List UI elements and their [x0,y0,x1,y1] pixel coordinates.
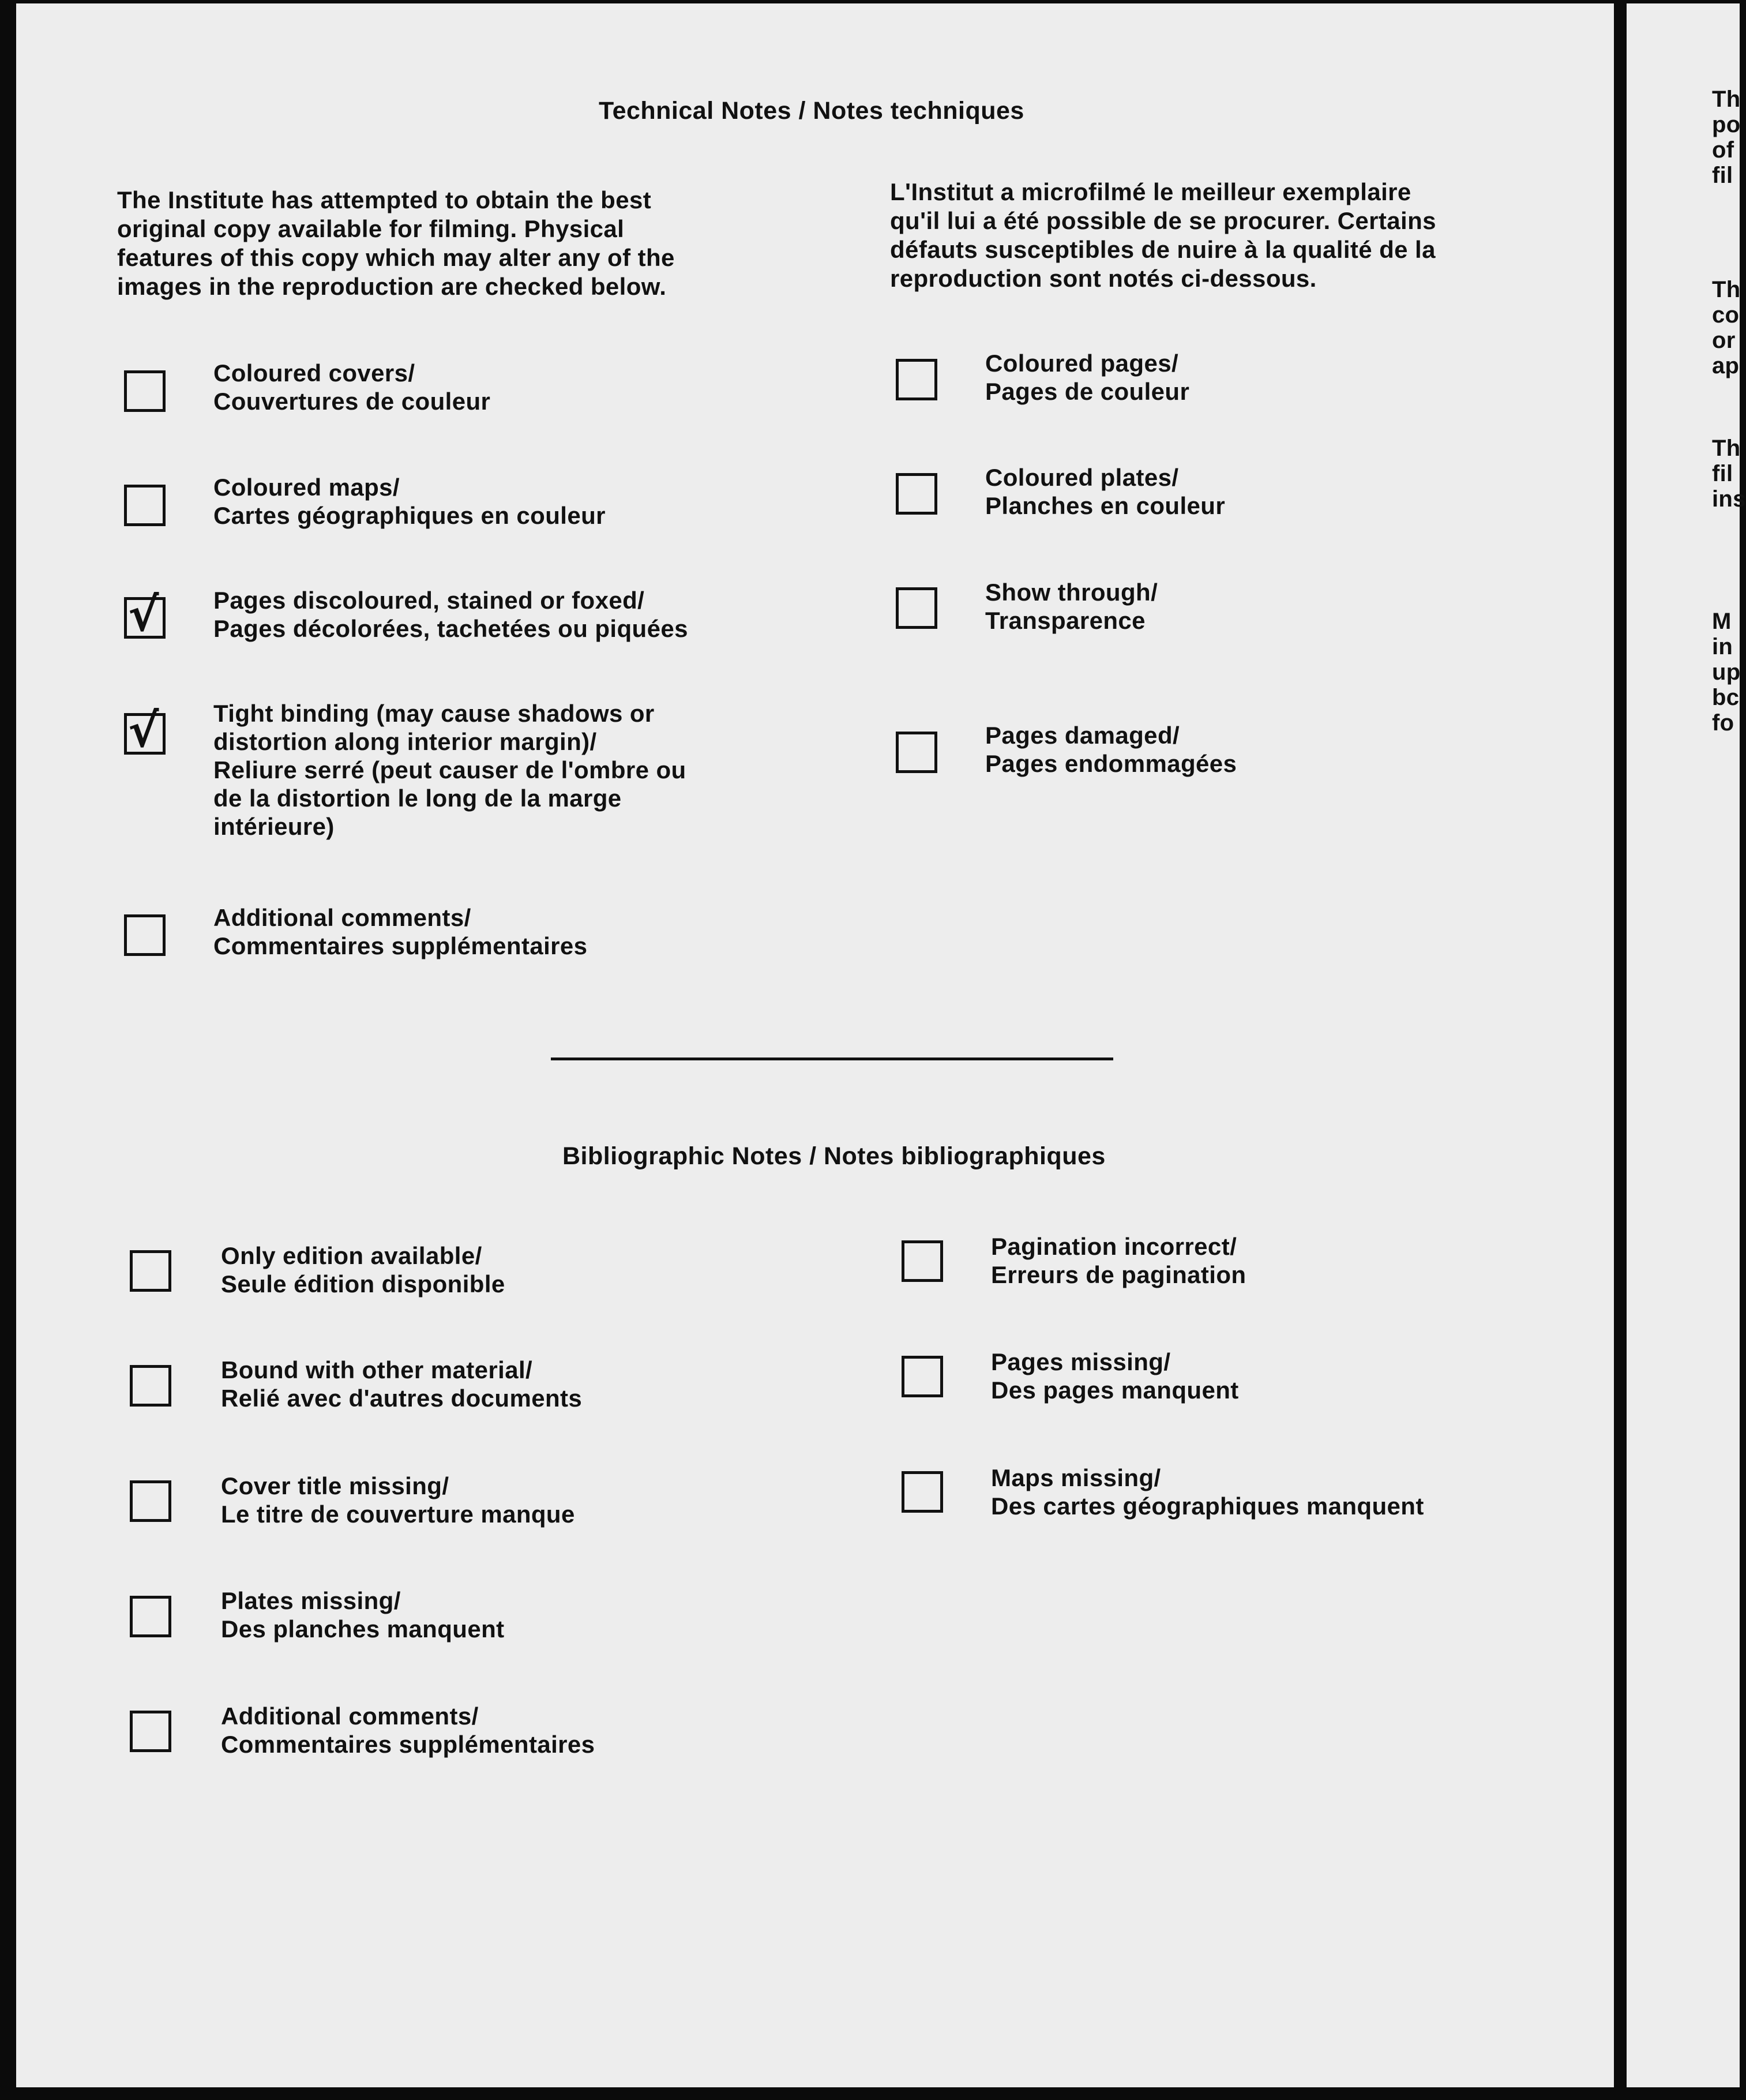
bibliographic-notes-heading: Bibliographic Notes / Notes bibliographiques [562,1142,1106,1170]
bibliographic-left-checkbox[interactable] [130,1365,171,1407]
item-label-line: Pages de couleur [985,378,1190,405]
intro-french-line: qu'il lui a été possible de se procurer. Certains [890,207,1436,234]
item-label-line: Cover title missing/ [221,1472,449,1499]
bibliographic-left-item-label [221,1242,505,1298]
item-label-line: Pages discoloured, stained or foxed/ [213,587,645,614]
item-label-line: Coloured plates/ [985,464,1179,491]
item-label-line: Planches en couleur [985,492,1226,519]
technical-right-checkbox[interactable] [896,359,937,400]
technical-left-checkbox[interactable] [124,485,166,526]
technical-right-checkbox[interactable] [896,473,937,515]
item-label-line: Relié avec d'autres documents [221,1385,583,1412]
technical-notes-heading: Technical Notes / Notes techniques [599,97,1024,125]
technical-right-item-label [985,463,1225,520]
item-label-line: Pages décolorées, tachetées ou piquées [213,615,688,642]
technical-left-checkbox[interactable] [124,704,166,757]
technical-left-item-label [213,699,686,841]
intro-french-line: L'Institut a microfilmé le meilleur exemplaire [890,178,1411,205]
bibliographic-right-item-label [991,1348,1239,1404]
fragment-line: or [1712,328,1736,353]
fragment-line: fo [1712,710,1734,736]
item-label-line: Plates missing/ [221,1587,401,1614]
item-label-line: distortion along interior margin)/ [213,728,597,755]
adjacent-page-fragment [1712,609,1740,736]
bibliographic-left-checkbox[interactable] [130,1480,171,1522]
intro-english [117,186,675,301]
item-label-line: Cartes géographiques en couleur [213,502,606,529]
item-label-line: Bound with other material/ [221,1356,533,1383]
item-label-line: Reliure serré (peut causer de l'ombre ou [213,756,686,783]
technical-left-checkbox[interactable] [124,370,166,412]
technical-right-checkbox[interactable] [896,587,937,629]
intro-french [890,178,1436,293]
item-label-line: Coloured covers/ [213,359,415,387]
fragment-line: fil [1712,163,1733,188]
fragment-line: ins [1712,486,1746,512]
adjacent-page-fragment [1712,436,1746,512]
technical-notes-page [16,3,1614,2087]
item-label-line: Coloured pages/ [985,350,1179,377]
checkmark-icon: √ [128,704,159,757]
item-label-line: Seule édition disponible [221,1270,505,1297]
bibliographic-left-checkbox[interactable] [130,1596,171,1637]
intro-english-line: features of this copy which may alter any of the [117,244,675,271]
technical-left-item-label [213,473,606,530]
technical-left-item-label [213,586,688,643]
intro-english-line: original copy available for filming. Physical [117,215,625,242]
bibliographic-right-item-label [991,1232,1246,1289]
bibliographic-left-checkbox[interactable] [130,1711,171,1752]
fragment-line: Th [1712,436,1741,461]
fragment-line: ap [1712,353,1740,378]
fragment-line: po [1712,112,1741,137]
item-label-line: Pagination incorrect/ [991,1233,1237,1260]
item-label-line: Transparence [985,607,1146,634]
item-label-line: Additional comments/ [221,1702,479,1730]
bibliographic-left-item-label [221,1356,582,1412]
bibliographic-left-checkbox[interactable] [130,1250,171,1292]
bibliographic-left-item-label [221,1702,595,1758]
fragment-line: of [1712,137,1734,163]
item-label-line: Maps missing/ [991,1464,1161,1491]
item-label-line: Only edition available/ [221,1242,482,1269]
fragment-line: co [1712,302,1740,328]
adjacent-page-fragment [1712,277,1740,378]
item-label-line: Additional comments/ [213,904,471,931]
technical-left-checkbox[interactable] [124,588,166,642]
item-label-line: Tight binding (may cause shadows or [213,700,655,727]
bibliographic-left-item-label [221,1587,505,1643]
fragment-line: up [1712,659,1741,685]
item-label-line: Pages missing/ [991,1348,1171,1375]
fragment-line: bc [1712,685,1740,710]
adjacent-page-fragment [1712,87,1740,188]
bibliographic-left-item-label [221,1472,575,1528]
bibliographic-right-checkbox[interactable] [902,1471,943,1513]
bibliographic-right-checkbox[interactable] [902,1240,943,1282]
technical-left-item-label [213,903,587,960]
item-label-line: Erreurs de pagination [991,1261,1246,1288]
item-label-line: Couvertures de couleur [213,388,491,415]
intro-english-line: images in the reproduction are checked below. [117,273,667,300]
intro-french-line: défauts susceptibles de nuire à la qualité de la [890,236,1436,263]
item-label-line: intérieure) [213,813,335,840]
item-label-line: Commentaires supplémentaires [213,932,588,959]
technical-right-item-label [985,721,1237,778]
item-label-line: Coloured maps/ [213,474,400,501]
section-divider [551,1058,1113,1060]
fragment-line: fil [1712,461,1733,486]
intro-french-line: reproduction sont notés ci-dessous. [890,265,1317,292]
item-label-line: Pages damaged/ [985,722,1180,749]
item-label-line: Show through/ [985,579,1158,606]
fragment-line: Th [1712,87,1741,112]
item-label-line: Des cartes géographiques manquent [991,1492,1424,1520]
technical-right-checkbox[interactable] [896,732,937,773]
bibliographic-right-checkbox[interactable] [902,1356,943,1397]
technical-right-item-label [985,349,1189,406]
item-label-line: Des pages manquent [991,1377,1239,1404]
fragment-line: in [1712,634,1733,659]
intro-english-line: The Institute has attempted to obtain the best [117,186,652,213]
checkmark-icon: √ [128,588,159,642]
item-label-line: Commentaires supplémentaires [221,1731,595,1758]
item-label-line: de la distortion le long de la marge [213,785,622,812]
bibliographic-right-item-label [991,1464,1424,1520]
item-label-line: Des planches manquent [221,1615,505,1642]
technical-left-checkbox[interactable] [124,914,166,956]
fragment-line: Th [1712,277,1741,302]
item-label-line: Le titre de couverture manque [221,1501,575,1528]
item-label-line: Pages endommagées [985,750,1237,777]
fragment-line: M [1712,609,1732,634]
technical-right-item-label [985,578,1158,635]
technical-left-item-label [213,359,490,415]
